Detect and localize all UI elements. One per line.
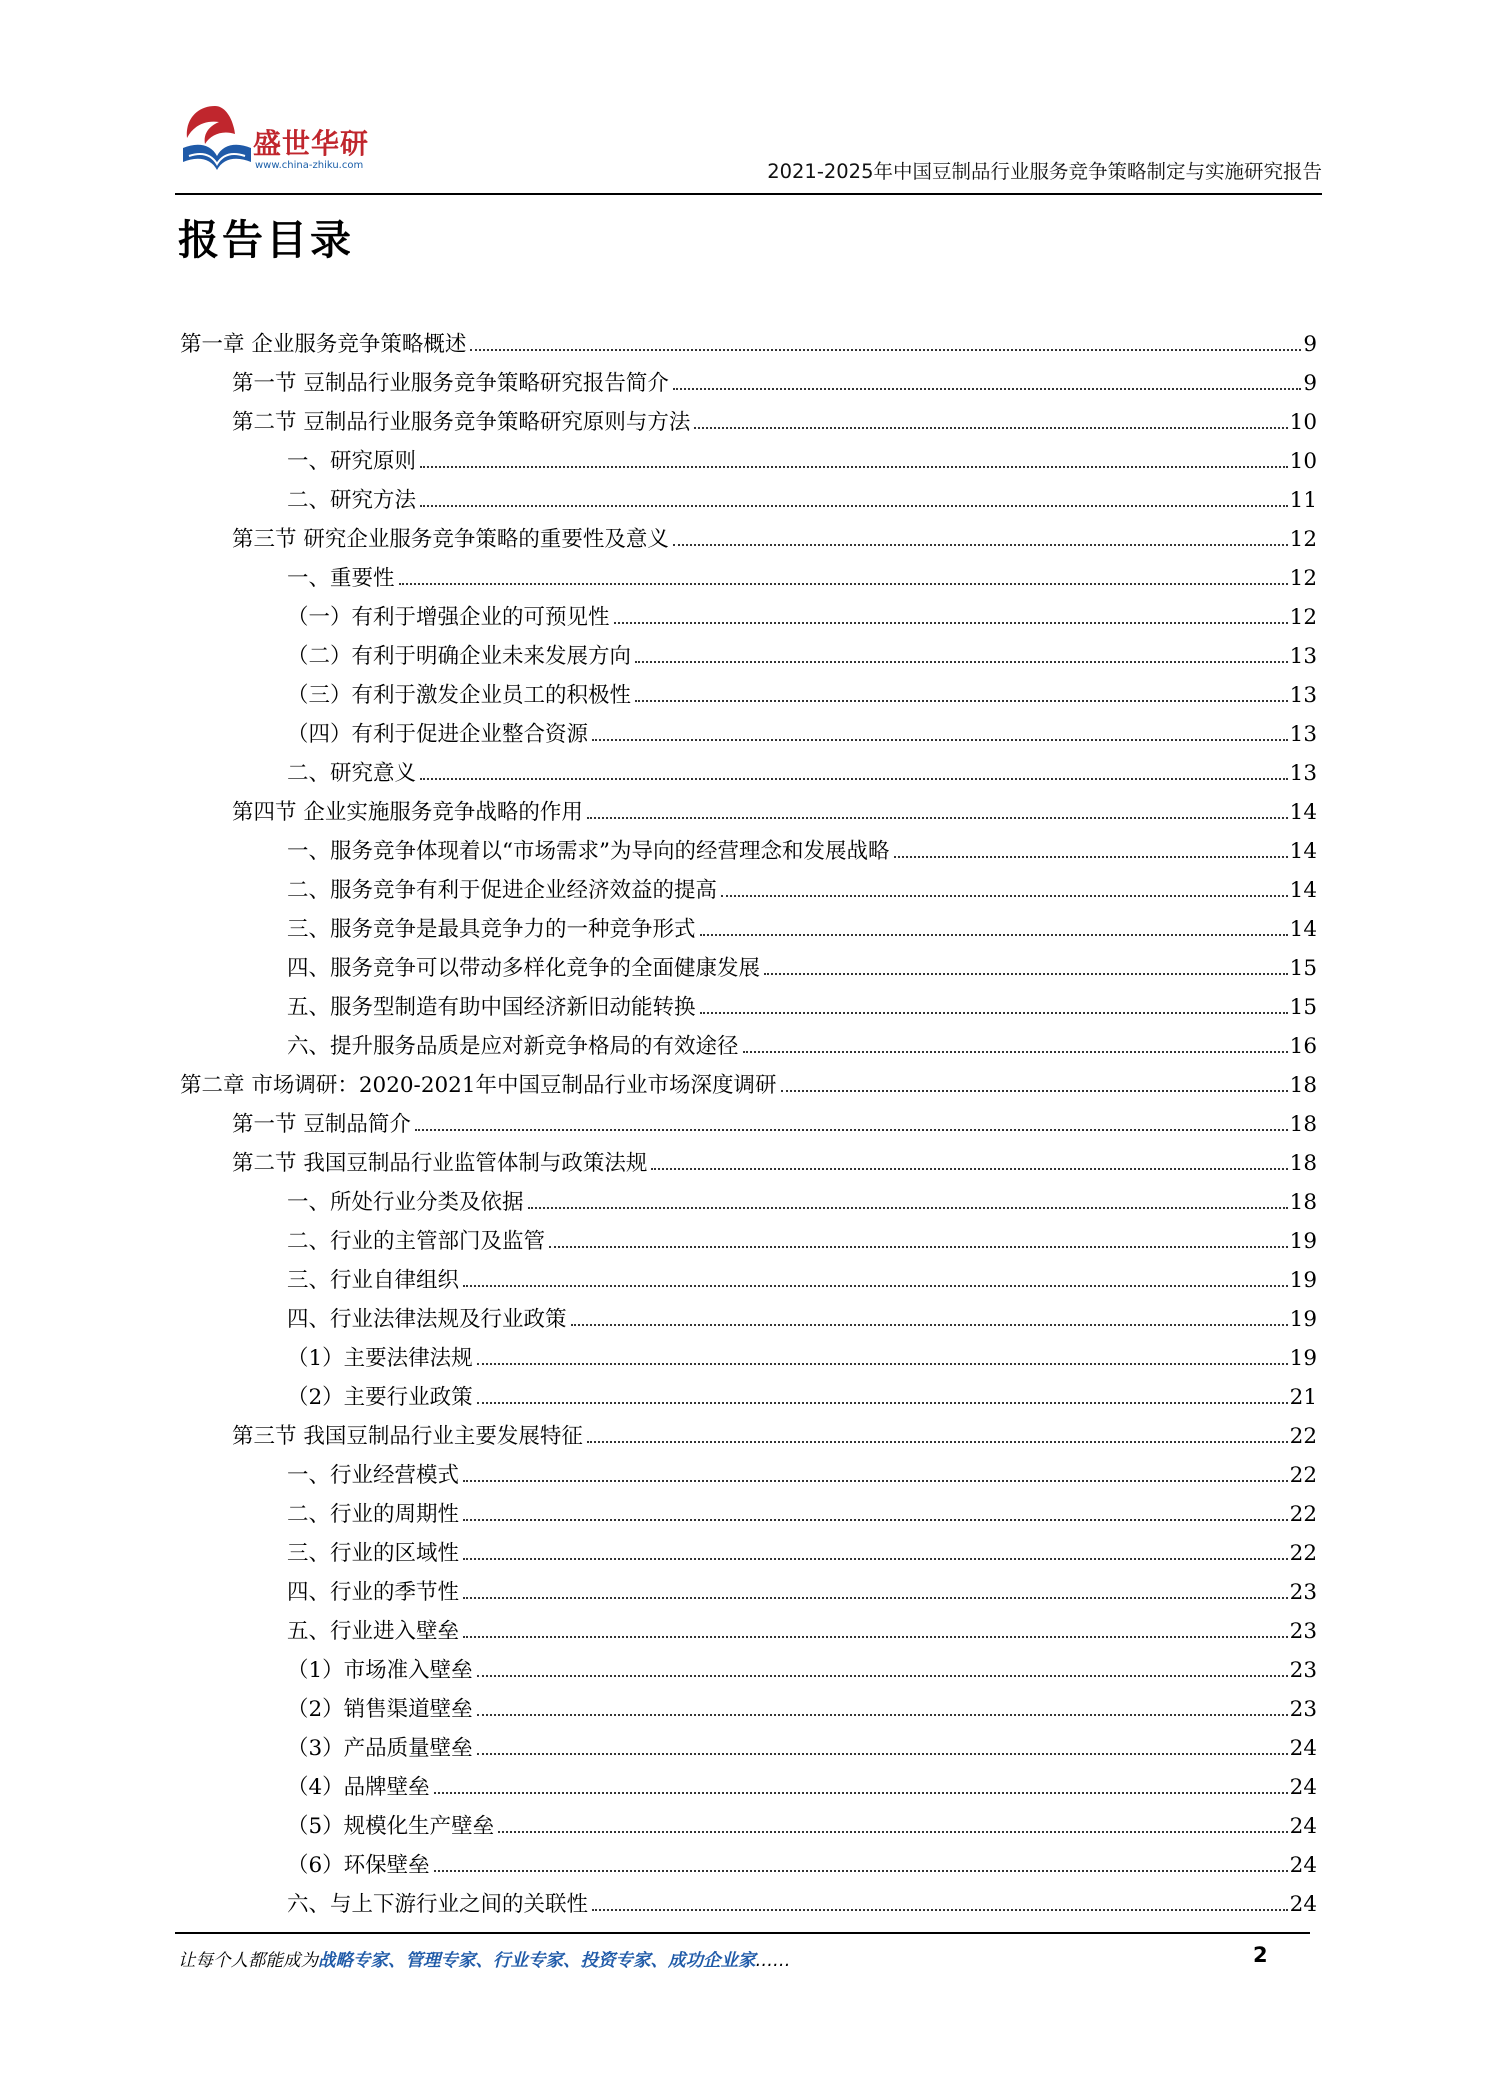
toc-entry-title: （1）市场准入壁垒	[287, 1658, 473, 1683]
toc-entry[interactable]	[180, 1612, 1317, 1651]
toc-entry-page: 19	[1289, 1307, 1317, 1332]
toc-leader-dots	[651, 1168, 1287, 1170]
toc-entry[interactable]	[180, 1339, 1317, 1378]
toc-entry-title: 二、服务竞争有利于促进企业经济效益的提高	[287, 878, 718, 903]
toc-leader-dots	[743, 1051, 1288, 1053]
toc-entry-page: 19	[1289, 1346, 1317, 1371]
toc-entry-title: 五、行业进入壁垒	[287, 1619, 460, 1644]
toc-leader-dots	[463, 1480, 1288, 1482]
toc-entry[interactable]	[180, 1573, 1317, 1612]
toc-leader-dots	[764, 973, 1288, 975]
toc-entry-title: 第二章 市场调研：2020-2021年中国豆制品行业市场深度调研	[180, 1073, 777, 1098]
footer-slogan-suffix: ……	[755, 1951, 791, 1971]
toc-leader-dots	[587, 1441, 1288, 1443]
toc-entry-title: 五、服务型制造有助中国经济新旧动能转换	[287, 995, 696, 1020]
toc-leader-dots	[477, 1753, 1288, 1755]
toc-entry-title: 一、服务竞争体现着以“市场需求”为导向的经营理念和发展战略	[287, 839, 890, 864]
footer-divider	[175, 1932, 1310, 1934]
toc-leader-dots	[463, 1636, 1288, 1638]
toc-leader-dots	[721, 895, 1288, 897]
toc-leader-dots	[463, 1285, 1288, 1287]
toc-leader-dots	[549, 1246, 1288, 1248]
toc-entry-title: 一、行业经营模式	[287, 1463, 460, 1488]
toc-entry-title: 二、研究方法	[287, 488, 417, 513]
toc-entry-page: 18	[1289, 1112, 1317, 1137]
toc-leader-dots	[463, 1597, 1288, 1599]
toc-entry-title: （1）主要法律法规	[287, 1346, 473, 1371]
toc-entry-title: （2）主要行业政策	[287, 1385, 473, 1410]
company-logo	[175, 100, 395, 182]
toc-entry-page: 14	[1289, 878, 1317, 903]
toc-entry-page: 23	[1289, 1658, 1317, 1683]
toc-entry-page: 22	[1289, 1463, 1317, 1488]
report-title: 2021-2025年中国豆制品行业服务竞争策略制定与实施研究报告	[767, 160, 1322, 183]
footer-slogan-highlight: 战略专家、管理专家、行业专家、投资专家、成功企业家	[318, 1951, 756, 1971]
toc-leader-dots	[571, 1324, 1288, 1326]
toc-entry[interactable]	[180, 1885, 1317, 1924]
toc-entry-page: 24	[1289, 1853, 1317, 1878]
toc-leader-dots	[635, 700, 1288, 702]
toc-entry-title: 一、所处行业分类及依据	[287, 1190, 524, 1215]
toc-entry-page: 21	[1289, 1385, 1317, 1410]
toc-entry-page: 24	[1289, 1736, 1317, 1761]
toc-entry-title: 二、行业的周期性	[287, 1502, 460, 1527]
page-title: 报告目录	[178, 216, 354, 264]
toc-entry-title: 第三节 我国豆制品行业主要发展特征	[232, 1424, 583, 1449]
toc-entry-page: 13	[1289, 644, 1317, 669]
toc-entry-title: （3）产品质量壁垒	[287, 1736, 473, 1761]
toc-entry[interactable]	[180, 403, 1317, 442]
toc-entry-page: 14	[1289, 800, 1317, 825]
toc-entry[interactable]	[180, 364, 1317, 403]
toc-leader-dots	[694, 427, 1287, 429]
toc-leader-dots	[420, 778, 1288, 780]
toc-leader-dots	[528, 1207, 1288, 1209]
toc-leader-dots	[673, 544, 1288, 546]
toc-entry[interactable]	[180, 325, 1317, 364]
toc-entry-page: 10	[1289, 410, 1317, 435]
toc-entry[interactable]	[180, 1456, 1317, 1495]
toc-entry-title: （一）有利于增强企业的可预见性	[287, 605, 610, 630]
toc-entry-page: 23	[1289, 1619, 1317, 1644]
toc-entry[interactable]	[180, 1261, 1317, 1300]
toc-entry-title: 第一章 企业服务竞争策略概述	[180, 332, 467, 357]
toc-entry-title: 第二节 豆制品行业服务竞争策略研究原则与方法	[232, 410, 691, 435]
toc-entry[interactable]	[180, 1651, 1317, 1690]
toc-entry[interactable]	[180, 1183, 1317, 1222]
page-number: 2	[1253, 1943, 1268, 1967]
toc-entry-title: 三、行业自律组织	[287, 1268, 460, 1293]
toc-entry-page: 14	[1289, 839, 1317, 864]
toc-entry-page: 10	[1289, 449, 1317, 474]
toc-entry-title: （6）环保壁垒	[287, 1853, 430, 1878]
toc-entry-page: 9	[1303, 332, 1317, 357]
toc-entry-title: （三）有利于激发企业员工的积极性	[287, 683, 632, 708]
toc-entry-title: 四、行业法律法规及行业政策	[287, 1307, 567, 1332]
toc-entry-title: 六、与上下游行业之间的关联性	[287, 1892, 589, 1917]
toc-entry-page: 12	[1289, 566, 1317, 591]
toc-leader-dots	[415, 1129, 1288, 1131]
toc-leader-dots	[614, 622, 1288, 624]
toc-entry-title: 三、服务竞争是最具竞争力的一种竞争形式	[287, 917, 696, 942]
toc-leader-dots	[470, 349, 1301, 351]
toc-entry[interactable]	[180, 793, 1317, 832]
toc-entry-title: 第一节 豆制品行业服务竞争策略研究报告简介	[232, 371, 669, 396]
toc-entry-page: 22	[1289, 1541, 1317, 1566]
footer-slogan	[178, 1947, 791, 1972]
toc-leader-dots	[477, 1363, 1288, 1365]
toc-entry-page: 15	[1289, 995, 1317, 1020]
toc-entry[interactable]	[180, 559, 1317, 598]
toc-entry-page: 12	[1289, 527, 1317, 552]
toc-entry[interactable]	[180, 949, 1317, 988]
toc-leader-dots	[498, 1831, 1287, 1833]
toc-leader-dots	[477, 1675, 1288, 1677]
toc-leader-dots	[700, 1012, 1288, 1014]
toc-entry-page: 24	[1289, 1814, 1317, 1839]
toc-leader-dots	[592, 1909, 1288, 1911]
toc-entry[interactable]	[180, 1495, 1317, 1534]
toc-entry[interactable]	[180, 988, 1317, 1027]
toc-leader-dots	[434, 1870, 1288, 1872]
toc-entry-page: 18	[1289, 1190, 1317, 1215]
toc-leader-dots	[700, 934, 1288, 936]
toc-entry[interactable]	[180, 1300, 1317, 1339]
toc-entry[interactable]	[180, 1417, 1317, 1456]
toc-entry-title: 六、提升服务品质是应对新竞争格局的有效途径	[287, 1034, 739, 1059]
toc-entry-page: 15	[1289, 956, 1317, 981]
toc-leader-dots	[587, 817, 1288, 819]
toc-entry-title: 三、行业的区域性	[287, 1541, 460, 1566]
toc-leader-dots	[781, 1090, 1288, 1092]
toc-leader-dots	[673, 388, 1301, 390]
toc-entry-title: 四、服务竞争可以带动多样化竞争的全面健康发展	[287, 956, 761, 981]
toc-leader-dots	[434, 1792, 1288, 1794]
toc-entry-title: 第二节 我国豆制品行业监管体制与政策法规	[232, 1151, 648, 1176]
toc-entry[interactable]	[180, 637, 1317, 676]
toc-entry-page: 13	[1289, 722, 1317, 747]
toc-entry[interactable]	[180, 832, 1317, 871]
toc-entry[interactable]	[180, 598, 1317, 637]
toc-leader-dots	[420, 466, 1288, 468]
toc-leader-dots	[635, 661, 1288, 663]
logo-name: 盛世华研	[253, 127, 370, 160]
toc-entry-title: （二）有利于明确企业未来发展方向	[287, 644, 632, 669]
toc-entry[interactable]	[180, 1768, 1317, 1807]
toc-entry-page: 18	[1289, 1151, 1317, 1176]
toc-entry-title: 第一节 豆制品简介	[232, 1112, 411, 1137]
toc-entry-page: 13	[1289, 683, 1317, 708]
toc-entry[interactable]	[180, 754, 1317, 793]
toc-entry-title: （5）规模化生产壁垒	[287, 1814, 495, 1839]
toc-entry-page: 24	[1289, 1775, 1317, 1800]
toc-entry-page: 22	[1289, 1424, 1317, 1449]
toc-entry-page: 19	[1289, 1268, 1317, 1293]
toc-entry[interactable]	[180, 676, 1317, 715]
toc-entry-page: 14	[1289, 917, 1317, 942]
toc-entry[interactable]	[180, 442, 1317, 481]
toc-entry-page: 22	[1289, 1502, 1317, 1527]
table-of-contents	[180, 325, 1317, 1924]
toc-entry-title: （2）销售渠道壁垒	[287, 1697, 473, 1722]
toc-leader-dots	[463, 1519, 1288, 1521]
toc-leader-dots	[399, 583, 1288, 585]
toc-entry-page: 9	[1303, 371, 1317, 396]
toc-entry-title: 二、研究意义	[287, 761, 417, 786]
header-divider	[175, 193, 1322, 195]
toc-entry-page: 23	[1289, 1697, 1317, 1722]
toc-entry-page: 18	[1289, 1073, 1317, 1098]
logo-mark-icon	[175, 100, 255, 180]
toc-entry[interactable]	[180, 1222, 1317, 1261]
toc-entry[interactable]	[180, 1144, 1317, 1183]
toc-entry[interactable]	[180, 1846, 1317, 1885]
toc-entry[interactable]	[180, 1690, 1317, 1729]
toc-entry-page: 11	[1289, 488, 1317, 513]
toc-entry-page: 12	[1289, 605, 1317, 630]
toc-entry-page: 23	[1289, 1580, 1317, 1605]
toc-entry[interactable]	[180, 1534, 1317, 1573]
toc-leader-dots	[463, 1558, 1288, 1560]
toc-leader-dots	[592, 739, 1288, 741]
toc-leader-dots	[420, 505, 1288, 507]
toc-entry[interactable]	[180, 1105, 1317, 1144]
toc-entry[interactable]	[180, 1066, 1317, 1105]
toc-entry-page: 13	[1289, 761, 1317, 786]
toc-entry-title: （4）品牌壁垒	[287, 1775, 430, 1800]
toc-entry-title: （四）有利于促进企业整合资源	[287, 722, 589, 747]
toc-entry[interactable]	[180, 1729, 1317, 1768]
footer-slogan-prefix: 让每个人都能成为	[178, 1951, 318, 1971]
toc-entry[interactable]	[180, 871, 1317, 910]
toc-entry[interactable]	[180, 1027, 1317, 1066]
toc-entry[interactable]	[180, 1378, 1317, 1417]
toc-entry-title: 第三节 研究企业服务竞争策略的重要性及意义	[232, 527, 669, 552]
toc-entry[interactable]	[180, 520, 1317, 559]
toc-entry-page: 16	[1289, 1034, 1317, 1059]
toc-entry-title: 二、行业的主管部门及监管	[287, 1229, 546, 1254]
logo-url: www.china-zhiku.com	[255, 160, 364, 171]
toc-entry-title: 第四节 企业实施服务竞争战略的作用	[232, 800, 583, 825]
toc-entry-page: 24	[1289, 1892, 1317, 1917]
page-header	[175, 100, 1322, 196]
toc-entry-page: 19	[1289, 1229, 1317, 1254]
toc-entry[interactable]	[180, 910, 1317, 949]
toc-leader-dots	[477, 1714, 1288, 1716]
toc-entry-title: 一、研究原则	[287, 449, 417, 474]
toc-entry-title: 四、行业的季节性	[287, 1580, 460, 1605]
toc-entry[interactable]	[180, 715, 1317, 754]
toc-entry[interactable]	[180, 1807, 1317, 1846]
toc-leader-dots	[477, 1402, 1288, 1404]
toc-entry[interactable]	[180, 481, 1317, 520]
toc-entry-title: 一、重要性	[287, 566, 395, 591]
toc-leader-dots	[894, 856, 1288, 858]
